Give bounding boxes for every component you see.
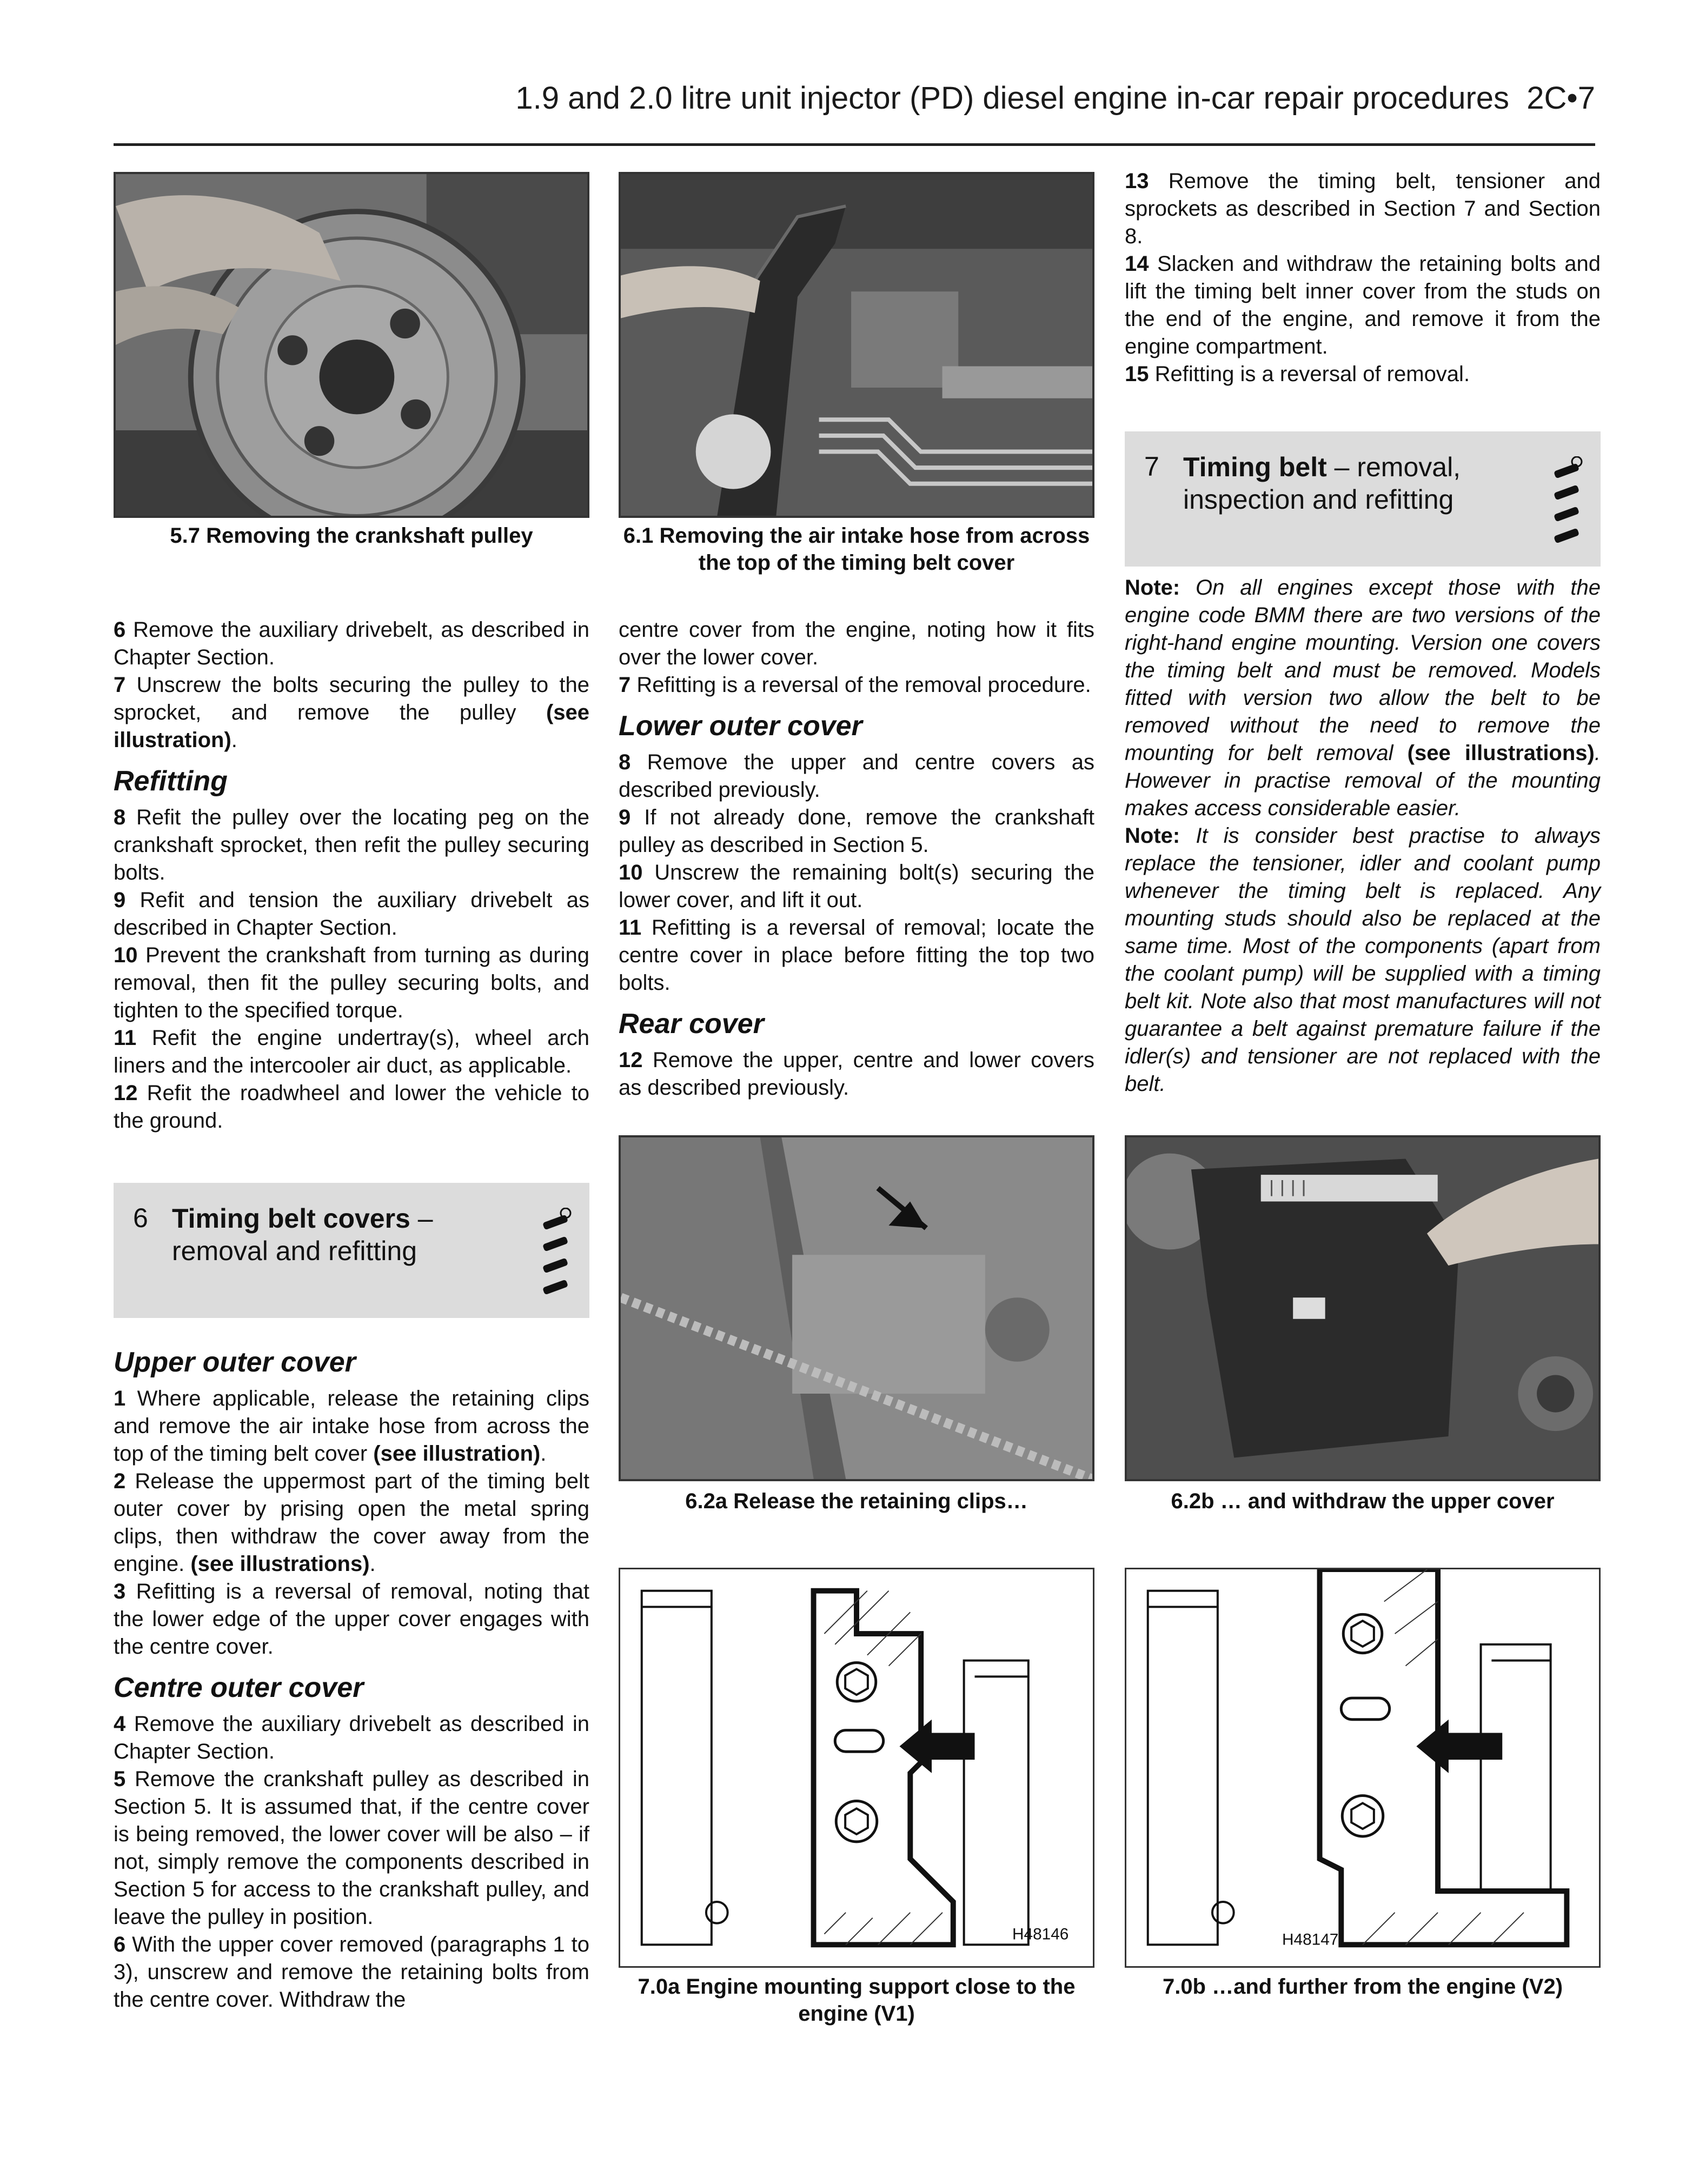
para-num: 7	[619, 673, 631, 697]
para-num: 8	[619, 750, 631, 774]
paragraph	[1125, 361, 1601, 388]
para-text: Refit the pulley over the locating peg on the crankshaft sprocket, then refit the pulley securing bolts.	[114, 805, 589, 884]
paragraph	[114, 1024, 589, 1080]
para-num: 11	[114, 1026, 137, 1050]
section-title-rest: – removal and refitting	[172, 1203, 433, 1266]
para-text: Unscrew the remaining bolt(s) securing the lower cover, and lift it out.	[619, 861, 1094, 912]
para-end: .	[231, 728, 237, 752]
col3-notes	[1125, 574, 1601, 1098]
para-num: 10	[114, 943, 138, 967]
header-title: 1.9 and 2.0 litre unit injector (PD) diesel engine in-car repair procedures	[515, 81, 1510, 116]
paragraph	[619, 914, 1094, 997]
paragraph	[114, 1080, 589, 1135]
col1-text-bottom	[114, 1335, 589, 2014]
para-num: 6	[114, 618, 126, 642]
difficulty-spanner-icon	[1549, 456, 1587, 559]
caption-6-2b: 6.2b … and withdraw the upper cover	[1171, 1489, 1555, 1513]
caption-7-0a: 7.0a Engine mounting support close to the engine (V1)	[638, 1975, 1076, 2026]
col2-text	[619, 616, 1094, 1102]
para-text: Refitting is a reversal of removal, noting that the lower edge of the upper cover engages with the centre cover.	[114, 1580, 589, 1659]
paragraph	[619, 1047, 1094, 1102]
para-text: Refit the engine undertray(s), wheel arch liners and the intercooler air duct, as applicable.	[114, 1026, 589, 1077]
para-text: Refitting is a reversal of the removal procedure.	[631, 673, 1091, 697]
continued-paragraph: centre cover from the engine, noting how it fits over the lower cover.	[619, 618, 1094, 669]
photo-crankshaft-pulley	[114, 172, 589, 518]
diagram-code: H48146	[1012, 1925, 1069, 1943]
para-text: Unscrew the bolts securing the pulley to the sprocket, and remove the pulley	[114, 673, 589, 724]
paragraph	[1125, 250, 1601, 361]
section-6-heading-box	[114, 1183, 589, 1318]
paragraph	[114, 671, 589, 754]
para-num: 11	[619, 916, 642, 940]
para-num: 6	[114, 1933, 126, 1956]
paragraph	[619, 804, 1094, 859]
para-end: .	[540, 1442, 547, 1466]
para-text: Remove the auxiliary drivebelt, as described in Chapter Section.	[114, 618, 589, 669]
para-num: 14	[1125, 252, 1149, 276]
section-number: 6	[133, 1203, 148, 1233]
paragraph	[114, 1931, 589, 2014]
para-text: Release the uppermost part of the timing belt outer cover by prising open the metal spring clips, then withdraw the cover away from the engine.	[114, 1469, 589, 1576]
caption-7-0b: 7.0b …and further from the engine (V2)	[1162, 1975, 1563, 1999]
para-num: 1	[114, 1387, 126, 1410]
para-text: Remove the timing belt, tensioner and sprockets as described in Section 7 and Section 8.	[1125, 169, 1601, 248]
caption-6-2a: 6.2a Release the retaining clips…	[685, 1489, 1028, 1513]
col1-text-top	[114, 616, 589, 1135]
diagram-mounting-v2	[1125, 1568, 1601, 1968]
illustration-ref: (see illustrations)	[190, 1552, 370, 1576]
heading-refitting: Refitting	[114, 765, 228, 797]
para-num: 12	[114, 1081, 138, 1105]
caption-6-1: 6.1 Removing the air intake hose from across the top of the timing belt cover	[623, 524, 1090, 575]
para-num: 7	[114, 673, 126, 697]
page-number: 2C•7	[1527, 81, 1595, 116]
para-num: 3	[114, 1580, 126, 1603]
para-num: 8	[114, 805, 126, 829]
note-text: It is consider best practise to always replace the tensioner, idler and coolant pump whenever the timing belt is replaced. Any mounting studs should also be replaced at the same time. Most of the components (apart from the coolant pump) will be supplied with a timing belt kit. Note also that most manufactures will not guarantee a belt against premature failure if the idler(s) and tensioner are not replaced with the belt.	[1125, 824, 1601, 1096]
note-label: Note:	[1125, 576, 1180, 600]
para-num: 10	[619, 861, 643, 884]
photo-upper-cover	[1125, 1135, 1601, 1481]
paragraph	[619, 671, 1094, 699]
illustration-ref: (see illustration)	[114, 701, 589, 752]
note-label: Note:	[1125, 824, 1180, 848]
photo-retaining-clips	[619, 1135, 1094, 1481]
col3-text-top	[1125, 168, 1601, 388]
difficulty-spanner-icon	[537, 1208, 575, 1310]
para-num: 5	[114, 1767, 126, 1791]
paragraph	[619, 749, 1094, 804]
para-text: Remove the crankshaft pulley as described in Section 5. It is assumed that, if the centre cover is being removed, the lower cover will be also – if not, simply remove the components described in Section 5 for access to the crankshaft pulley, and leave the pulley in position.	[114, 1767, 589, 1929]
section-title-bold: Timing belt	[1183, 452, 1327, 482]
paragraph	[114, 1385, 589, 1468]
para-text: Remove the upper, centre and lower covers as described previously.	[619, 1048, 1094, 1100]
section-title	[172, 1202, 518, 1267]
paragraph	[114, 804, 589, 887]
para-num: 12	[619, 1048, 643, 1072]
paragraph	[114, 1578, 589, 1661]
para-text: Refitting is a reversal of removal; locate the centre cover in place before fitting the top two bolts.	[619, 916, 1094, 995]
note-paragraph	[1125, 822, 1601, 1098]
paragraph	[114, 616, 589, 671]
note-text: On all engines except those with the engine code BMM there are two versions of the right-hand engine mounting. Version one covers the timing belt and must be removed. Models fitted with version two allow the belt to be removed without the need to remove the mounting for belt removal	[1125, 576, 1601, 765]
section-title	[1183, 451, 1529, 516]
para-end: .	[369, 1552, 376, 1576]
section-title-bold: Timing belt covers	[172, 1203, 410, 1234]
heading-rear-cover: Rear cover	[619, 1008, 764, 1040]
para-text: Where applicable, release the retaining clips and remove the air intake hose from across the top of the timing belt cover	[114, 1387, 589, 1466]
paragraph	[114, 887, 589, 942]
paragraph	[619, 859, 1094, 914]
caption-5-7: 5.7 Removing the crankshaft pulley	[170, 524, 533, 548]
illustration-ref: (see illustrations)	[1407, 741, 1595, 765]
para-text: If not already done, remove the crankshaft pulley as described in Section 5.	[619, 805, 1094, 857]
heading-centre-outer-cover: Centre outer cover	[114, 1672, 364, 1703]
page-header	[114, 65, 1595, 146]
paragraph	[114, 1468, 589, 1578]
section-number: 7	[1144, 451, 1159, 482]
illustration-ref: (see illustration)	[373, 1442, 541, 1466]
paragraph	[1125, 168, 1601, 250]
heading-upper-outer-cover: Upper outer cover	[114, 1347, 356, 1378]
note-paragraph	[1125, 574, 1601, 822]
note-end: . However in practise removal of the mounting makes access considerable easier.	[1125, 741, 1601, 820]
para-text: Remove the upper and centre covers as described previously.	[619, 750, 1094, 802]
para-num: 2	[114, 1469, 126, 1493]
para-num: 15	[1125, 362, 1149, 386]
paragraph	[114, 1766, 589, 1931]
heading-lower-outer-cover: Lower outer cover	[619, 710, 862, 742]
header-rule	[114, 143, 1595, 146]
para-num: 9	[114, 888, 126, 912]
para-text: Prevent the crankshaft from turning as during removal, then fit the pulley securing bolts, and tighten to the specified torque.	[114, 943, 589, 1022]
para-text: Slacken and withdraw the retaining bolts and lift the timing belt inner cover from the studs on the end of the engine, and remove it from the engine compartment.	[1125, 252, 1601, 358]
section-7-heading-box	[1125, 431, 1601, 567]
diagram-mounting-v1	[619, 1568, 1094, 1968]
para-text: Refit the roadwheel and lower the vehicle to the ground.	[114, 1081, 589, 1133]
para-text: With the upper cover removed (paragraphs 1 to 3), unscrew and remove the retaining bolts from the centre cover. Withdraw the	[114, 1933, 589, 2012]
diagram-code: H48147	[1282, 1930, 1339, 1949]
para-text: Refit and tension the auxiliary drivebelt as described in Chapter Section.	[114, 888, 589, 940]
paragraph	[114, 1710, 589, 1766]
para-text: Remove the auxiliary drivebelt as described in Chapter Section.	[114, 1712, 589, 1763]
photo-air-intake-hose	[619, 172, 1094, 518]
para-text: Refitting is a reversal of removal.	[1149, 362, 1470, 386]
running-header	[515, 80, 1595, 116]
section-title-rest: – removal, inspection and refitting	[1183, 452, 1461, 515]
para-num: 9	[619, 805, 631, 829]
paragraph	[114, 942, 589, 1024]
para-num: 13	[1125, 169, 1149, 193]
para-num: 4	[114, 1712, 126, 1736]
